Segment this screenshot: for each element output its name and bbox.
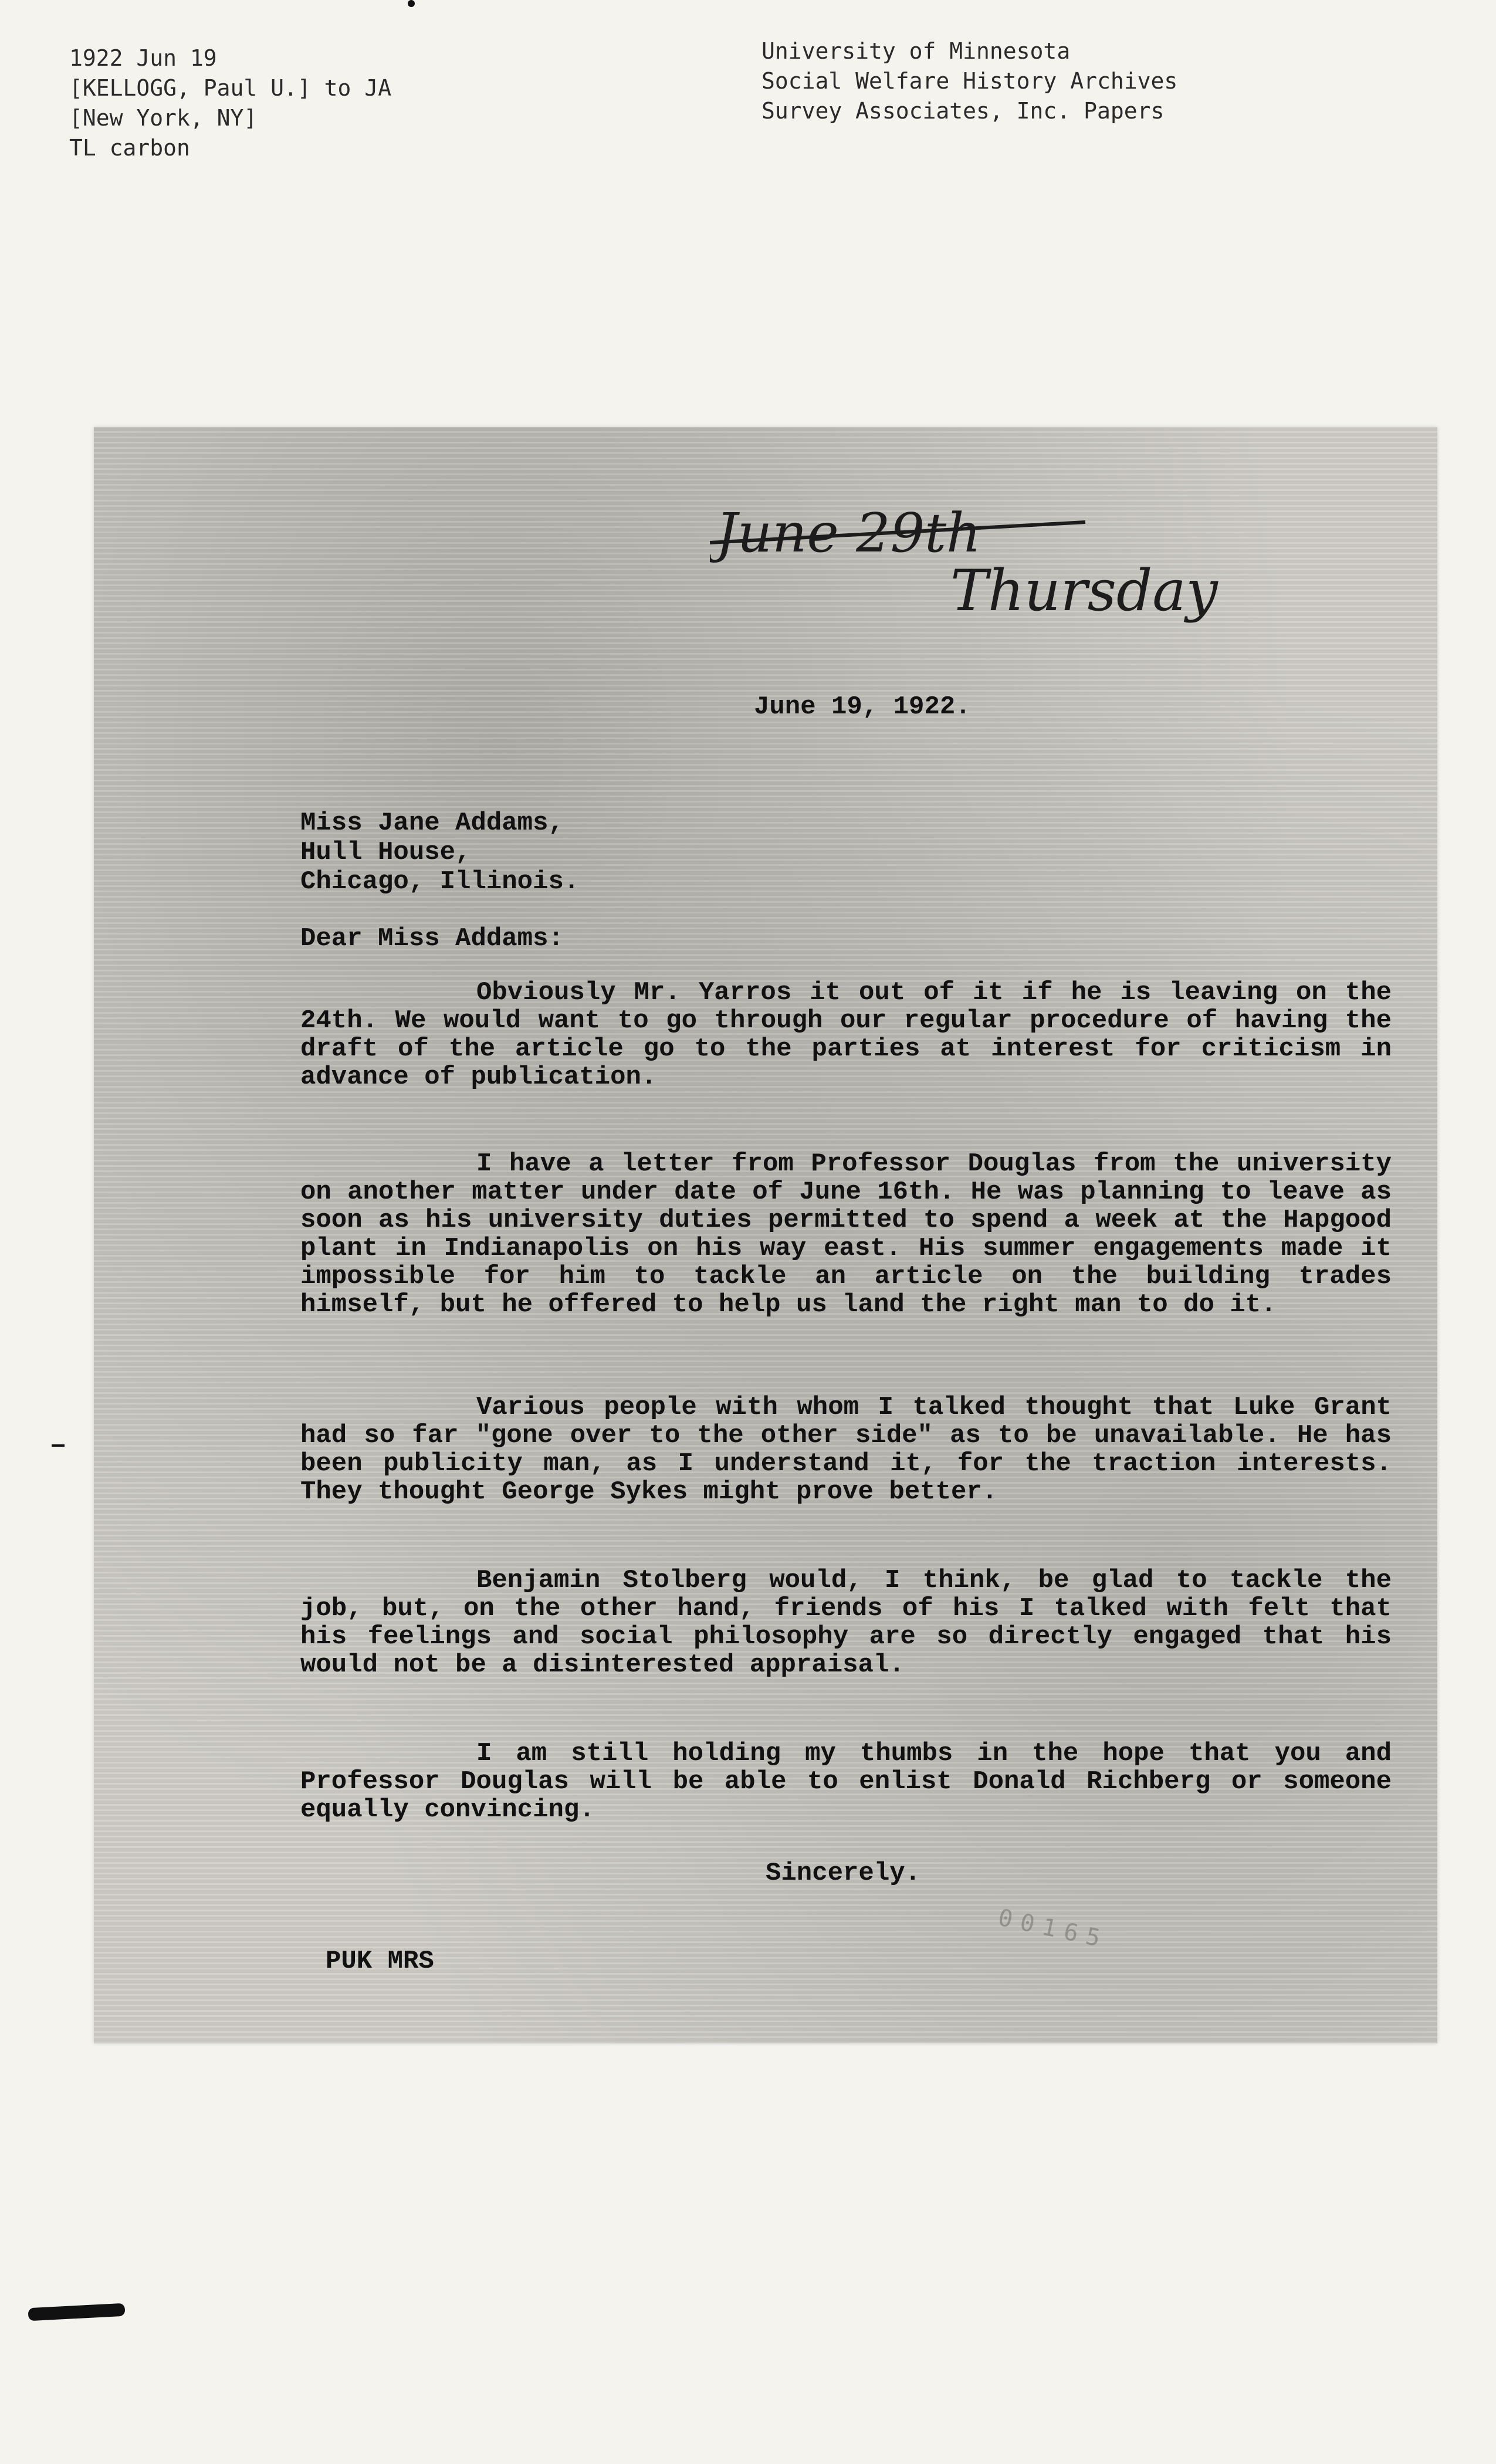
paragraph-4-text: Benjamin Stolberg would, I think, be glad to tackle the job, but, on the other hand, friends of his I talked with felt that his feelings and social philosophy are so directly engaged that his would not be a disinterested appraisal. — [300, 1566, 1392, 1680]
catalog-author: [KELLOGG, Paul U.] to JA — [69, 75, 392, 101]
margin-tick-top — [408, 0, 415, 7]
letter-date: June 19, 1922. — [754, 692, 971, 722]
paragraph-5 — [300, 1739, 1392, 1824]
paragraph-4 — [300, 1566, 1392, 1679]
handwritten-struck-date: June 29th — [716, 502, 981, 564]
catalog-place: [New York, NY] — [69, 105, 258, 131]
typist-initials: PUK MRS — [326, 1947, 434, 1976]
paragraph-1 — [300, 979, 1392, 1091]
margin-tick-left — [52, 1444, 65, 1447]
paragraph-1-text: Obviously Mr. Yarros it out of it if he is leaving on the 24th. We would want to go through our regular procedure of having the draft of the article go to the parties at interest for criticism in advance of publication. — [300, 978, 1392, 1092]
paragraph-3 — [300, 1393, 1392, 1506]
recipient-city: Chicago, Illinois. — [300, 867, 580, 896]
paragraph-5-text: I am still holding my thumbs in the hope that you and Professor Douglas will be able to enlist Donald Richberg or someone equally convincing. — [300, 1739, 1392, 1825]
recipient-name: Miss Jane Addams, — [300, 808, 564, 838]
catalog-type: TL carbon — [69, 135, 190, 161]
catalog-date: 1922 Jun 19 — [69, 45, 217, 71]
paragraph-2 — [300, 1150, 1392, 1319]
salutation: Dear Miss Addams: — [300, 924, 564, 953]
archive-papers: Survey Associates, Inc. Papers — [761, 98, 1165, 124]
archive-institution: University of Minnesota — [761, 38, 1071, 64]
recipient-organization: Hull House, — [300, 838, 471, 867]
closing: Sincerely. — [766, 1859, 921, 1888]
handwritten-weekday: Thursday — [950, 558, 1218, 624]
archive-stamp-number: 00165 — [996, 1904, 1111, 1954]
archive-collection: Social Welfare History Archives — [761, 68, 1178, 94]
paragraph-3-text: Various people with whom I talked thought that Luke Grant had so far "gone over to the other side" as to be unavailable. He has been publicity man, as I understand it, for the traction interests. They thought George Sykes might prove better. — [300, 1393, 1392, 1507]
paragraph-2-text: I have a letter from Professor Douglas from the university on another matter under date of June 16th. He was planning to leave as soon as his university duties permitted to spend a week at the Hapgood plant in Indianapolis on his way east. His summer engagements made it impossible for him to tackle an article on the building trades himself, but he offered to help us land the right man to do it. — [300, 1149, 1392, 1319]
